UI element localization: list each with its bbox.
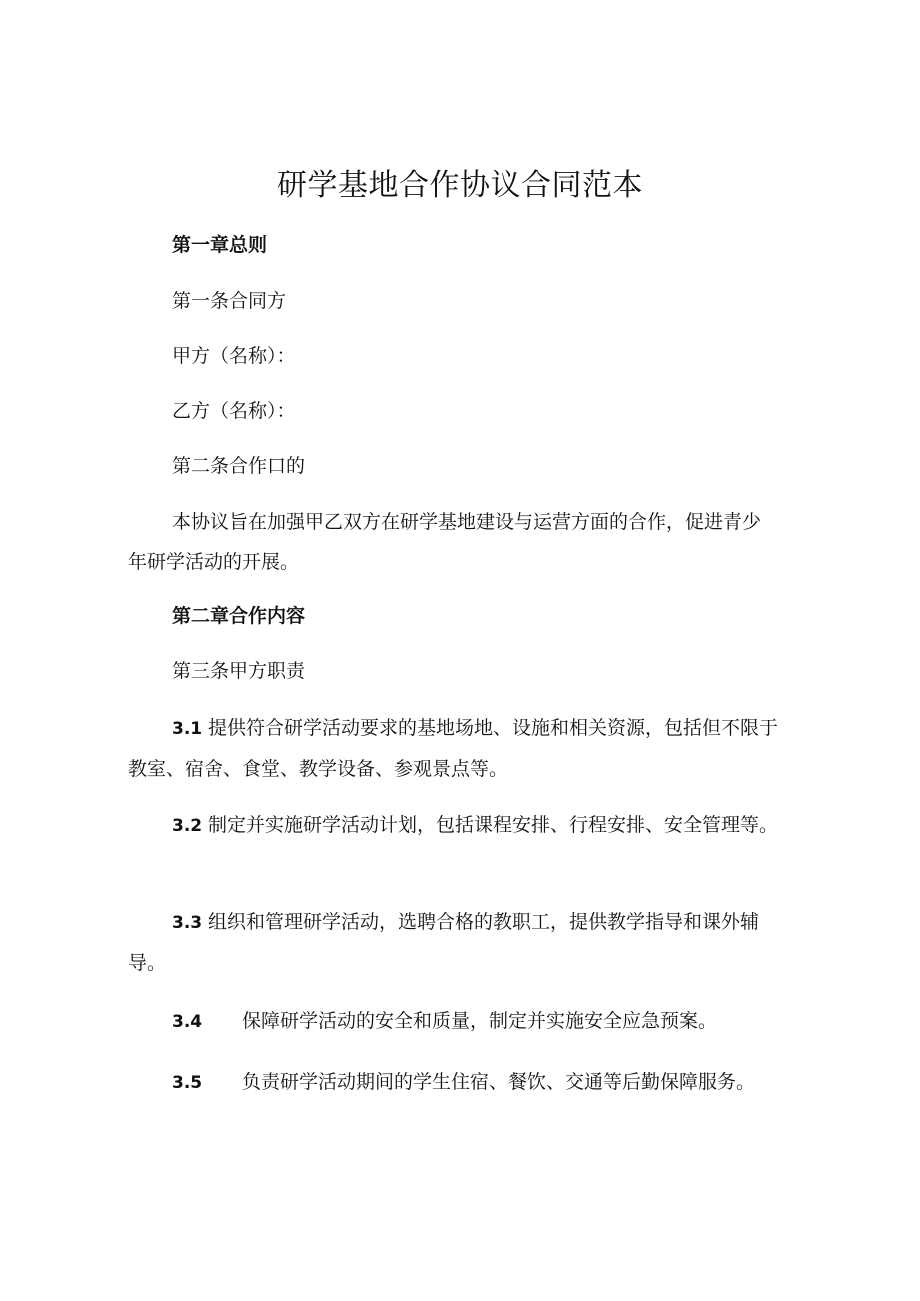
party-a-label: 甲方（名称）： — [172, 345, 296, 367]
article-3-title: 第三条甲方职责 — [172, 660, 306, 682]
chapter-1-heading: 第一章总则 — [172, 234, 268, 256]
duty-item-3-2 — [128, 805, 778, 846]
item-text: 负责研学活动期间的学生住宿、餐饮、交通等后勤保障服务。 — [242, 1071, 756, 1093]
article-2-title: 第二条合作口的 — [172, 455, 306, 477]
duty-item-3-4 — [128, 1001, 778, 1042]
item-text: 保障研学活动的安全和质量，制定并实施安全应急预案。 — [242, 1010, 718, 1032]
party-b-label: 乙方（名称）： — [172, 400, 296, 422]
article-2-body: 本协议旨在加强甲乙双方在研学基地建设与运营方面的合作，促进青少年研学活动的开展。 — [128, 511, 762, 573]
duty-item-3-1 — [128, 708, 778, 789]
item-number: 3.3 — [172, 913, 203, 933]
item-number: 3.1 — [172, 719, 203, 739]
chapter-2-heading: 第二章合作内容 — [172, 605, 306, 627]
item-number: 3.4 — [172, 1012, 203, 1032]
document-title: 研学基地合作协议合同范本 — [277, 168, 643, 203]
article-1-title: 第一条合同方 — [172, 290, 287, 312]
item-text: 制定并实施研学活动计划，包括课程安排、行程安排、安全管理等。 — [208, 814, 779, 836]
item-number: 3.2 — [172, 816, 203, 836]
item-number: 3.5 — [172, 1073, 203, 1093]
duty-item-3-5 — [128, 1062, 778, 1103]
duty-item-3-3 — [128, 902, 778, 983]
item-text: 提供符合研学活动要求的基地场地、设施和相关资源，包括但不限于教室、宿舍、食堂、教学设备、参观景点等。 — [128, 717, 779, 780]
item-text: 组织和管理研学活动，选聘合格的教职工，提供教学指导和课外辅导。 — [128, 911, 760, 974]
